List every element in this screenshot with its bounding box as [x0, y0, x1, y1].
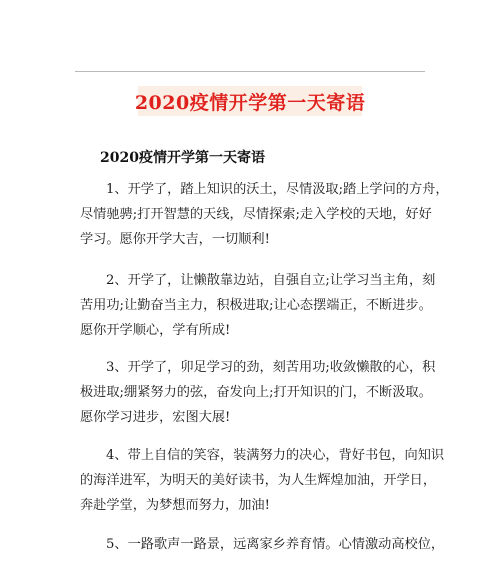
paragraph-4	[80, 443, 445, 518]
header-rule	[75, 71, 425, 72]
paragraph-line: 4、带上自信的笑容，装满努力的决心，背好书包，向知识	[106, 448, 445, 463]
paragraph-line: 2、开学了，让懒散靠边站，自强自立;让学习当主角，刻	[106, 273, 436, 288]
paragraph-line: 愿你学习进步，宏图大展!	[80, 410, 231, 425]
document-title: 2020疫情开学第一天寄语	[134, 91, 366, 114]
paragraph-line: 1、开学了，踏上知识的沃土，尽情汲取;踏上学问的方舟，	[106, 182, 449, 197]
section-heading: 2020疫情开学第一天寄语	[100, 150, 265, 166]
paragraph-5	[100, 532, 445, 557]
paragraph-line: 的海洋进军，为明天的美好读书，为人生辉煌加油，开学日，	[80, 473, 437, 488]
paragraph-2	[80, 268, 436, 343]
paragraph-line: 5、一路歌声一路景，远离家乡养育情。心情激动高校位，	[106, 537, 445, 552]
paragraph-line: 奔赴学堂，为梦想而努力，加油!	[80, 498, 270, 513]
paragraph-line: 学习。愿你开学大吉，一切顺利!	[80, 232, 270, 247]
paragraph-3	[80, 355, 436, 430]
paragraph-line: 极进取;绷紧努力的弦，奋发向上;打开知识的门，不断汲取。	[80, 385, 432, 400]
paragraph-line: 愿你开学顺心，学有所成!	[80, 323, 231, 338]
title-highlight	[134, 86, 366, 116]
paragraph-line: 3、开学了，卯足学习的劲，刻苦用功;收敛懒散的心，积	[106, 360, 436, 375]
paragraph-line: 尽情驰骋;打开智慧的天线，尽情探索;走入学校的天地，好好	[80, 207, 432, 222]
paragraph-line: 苦用功;让勤奋当主力，积极进取;让心态摆端正，不断进步。	[80, 298, 432, 313]
paragraph-1	[80, 177, 449, 252]
